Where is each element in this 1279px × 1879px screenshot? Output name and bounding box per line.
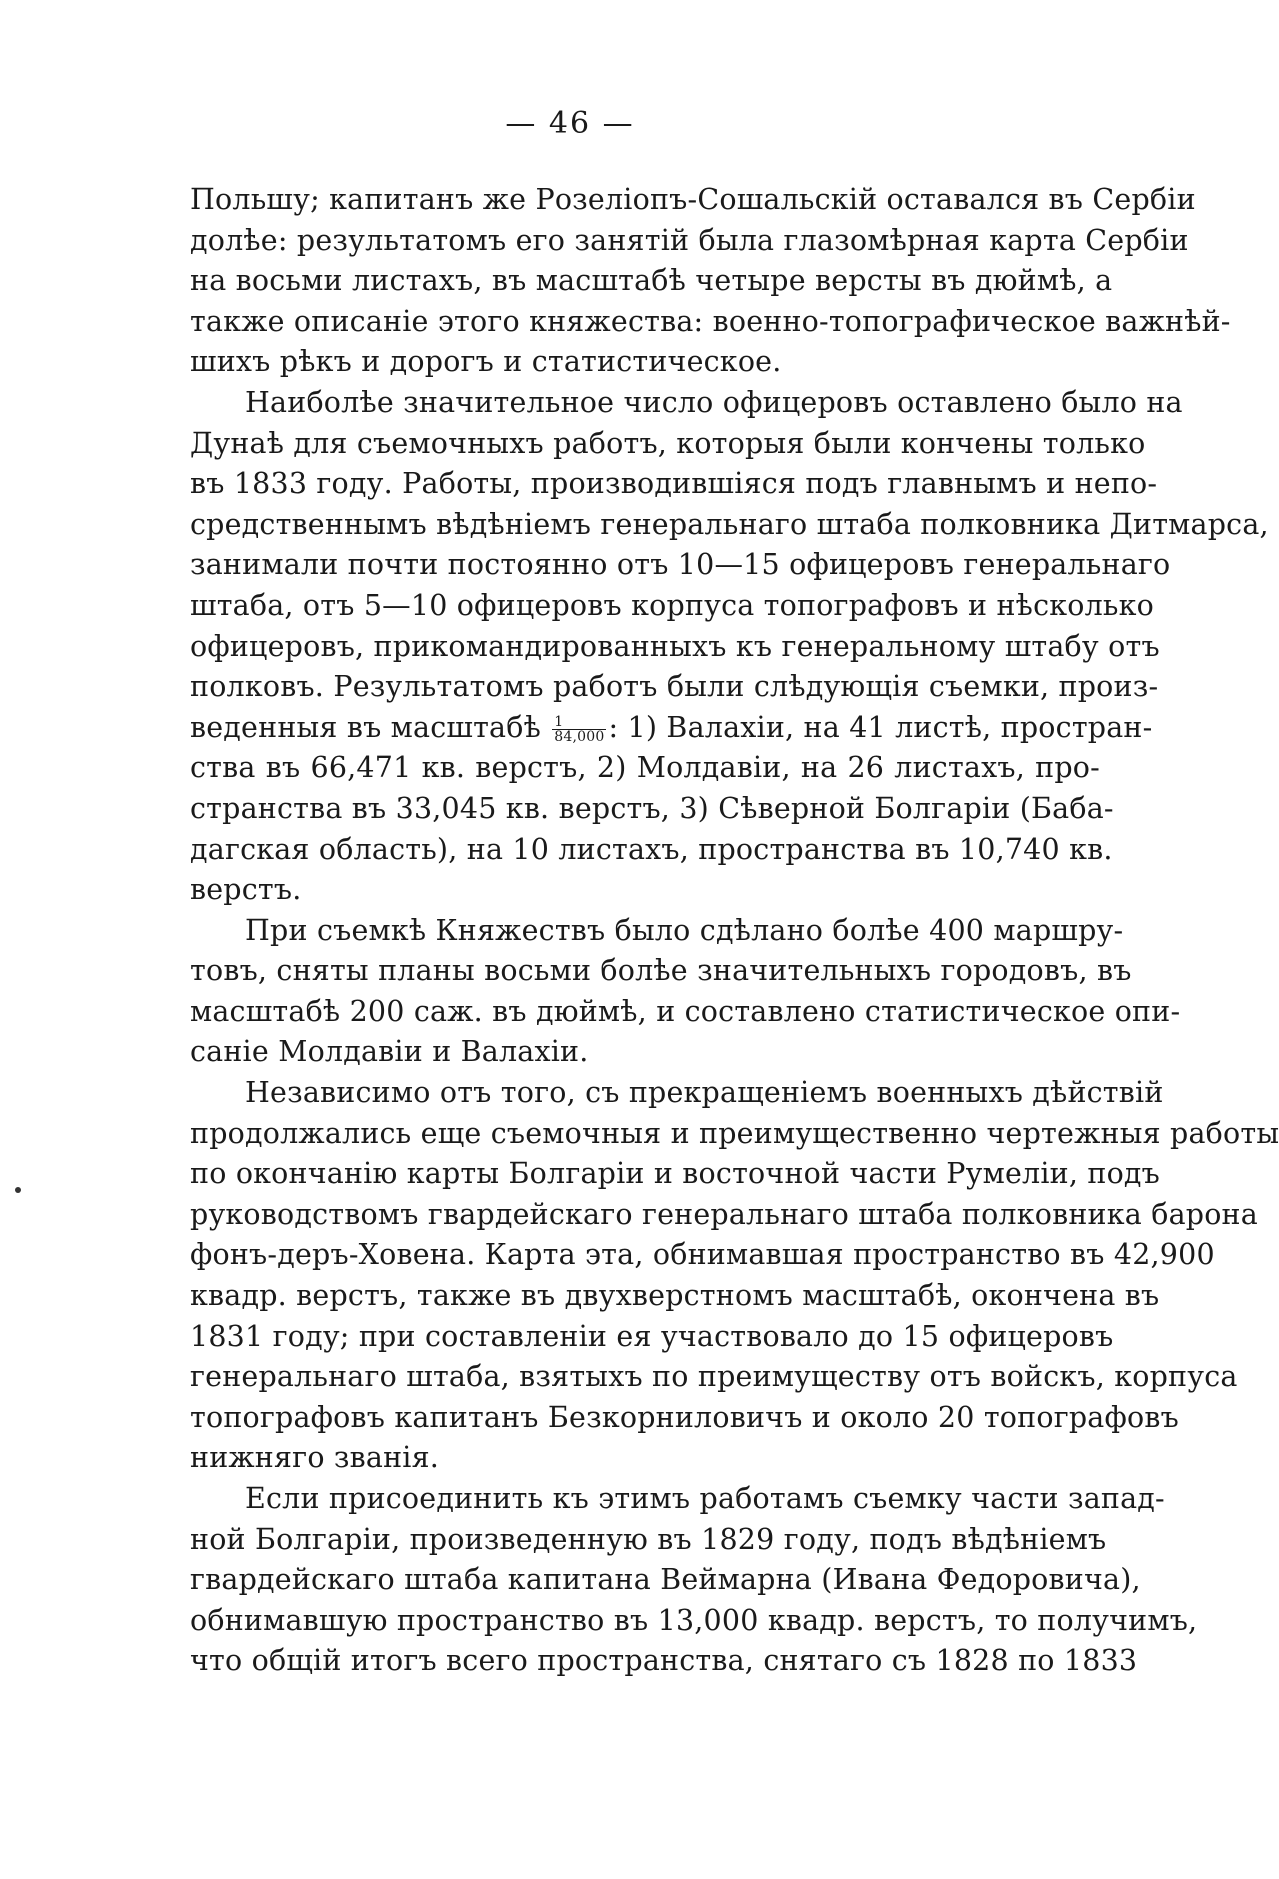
scale-fraction — [552, 715, 606, 744]
text-line: верстъ. — [190, 873, 302, 907]
text-line: долѣе: результатомъ его занятій была глазомѣрная карта Сербіи — [190, 223, 1189, 257]
text-line: также описаніе этого княжества: военно-топографическое важнѣй- — [190, 304, 1231, 338]
text-line: масштабѣ 200 саж. въ дюймѣ, и составлено статистическое опи- — [190, 994, 1181, 1028]
text-line: гвардейскаго штаба капитана Веймарна (Ивана Федоровича), — [190, 1563, 1141, 1597]
paragraph-4 — [190, 1073, 1279, 1479]
text-line: что общій итогъ всего пространства, снятаго съ 1828 по 1833 — [190, 1644, 1138, 1678]
text-line: генеральнаго штаба, взятыхъ по преимуществу отъ войскъ, корпуса — [190, 1360, 1238, 1394]
text-line: топографовъ капитанъ Безкорниловичъ и около 20 топографовъ — [190, 1400, 1179, 1434]
paragraph-3 — [190, 911, 1181, 1073]
body-text — [190, 180, 1279, 1682]
text-line: офицеровъ, прикомандированныхъ къ генеральному штабу отъ — [190, 629, 1160, 663]
text-line: квадр. верстъ, также въ двухверстномъ масштабѣ, окончена въ — [190, 1279, 1160, 1313]
fraction-line-after: : 1) Валахіи, на 41 листѣ, простран- — [608, 710, 1153, 744]
fraction-denominator: 84,000 — [554, 728, 605, 745]
text-line: по окончанію карты Болгаріи и восточной части Румеліи, подъ — [190, 1157, 1161, 1191]
text-line: занимали почти постоянно отъ 10—15 офицеровъ генеральнаго — [190, 548, 1171, 582]
fraction-numerator: 1 — [552, 715, 606, 730]
scan-speck — [15, 1187, 21, 1193]
page-number: — 46 — — [505, 106, 635, 141]
text-line: въ 1833 году. Работы, производившіяся подъ главнымъ и непо- — [190, 467, 1158, 501]
paragraph-5 — [190, 1479, 1198, 1682]
text-line-with-fraction — [190, 708, 1153, 749]
text-line: Если присоединить къ этимъ работамъ съемку части запад- — [245, 1482, 1165, 1515]
text-line: 1831 году; при составленіи ея участвовало до 15 офицеровъ — [190, 1319, 1114, 1353]
text-line: штаба, отъ 5—10 офицеровъ корпуса топографовъ и нѣсколько — [190, 588, 1154, 622]
text-line: товъ, сняты планы восьми болѣе значительныхъ городовъ, въ — [190, 954, 1132, 988]
text-line: При съемкѣ Княжествъ было сдѣлано болѣе 400 маршру- — [245, 913, 1124, 947]
paragraph-1 — [190, 180, 1231, 383]
text-line: полковъ. Результатомъ работъ были слѣдующія съемки, произ- — [190, 670, 1159, 704]
text-line: Независимо отъ того, съ прекращеніемъ военныхъ дѣйствій — [245, 1076, 1164, 1110]
paragraph-2 — [190, 383, 1269, 911]
text-line: средственнымъ вѣдѣніемъ генеральнаго штаба полковника Дитмарса, — [190, 507, 1269, 541]
text-line: на восьми листахъ, въ масштабѣ четыре версты въ дюймѣ, а — [190, 264, 1113, 298]
text-line: шихъ рѣкъ и дорогъ и статистическое. — [190, 345, 782, 379]
text-line: ства въ 66,471 кв. верстъ, 2) Молдавіи, на 26 листахъ, про- — [190, 751, 1100, 785]
text-line: Дунаѣ для съемочныхъ работъ, которыя были кончены только — [190, 426, 1146, 460]
text-line: дагская область), на 10 листахъ, пространства въ 10,740 кв. — [190, 832, 1113, 866]
text-line: Польшу; капитанъ же Розеліопъ-Сошальскій оставался въ Сербіи — [190, 183, 1196, 216]
text-line: обнимавшую пространство въ 13,000 квадр. верстъ, то получимъ, — [190, 1603, 1198, 1637]
text-line: саніе Молдавіи и Валахіи. — [190, 1035, 589, 1069]
fraction-line-before: веденныя въ масштабѣ — [190, 710, 541, 744]
text-line: руководствомъ гвардейскаго генеральнаго штаба полковника барона — [190, 1197, 1258, 1231]
text-line: продолжались еще съемочныя и преимущественно чертежныя работы — [190, 1116, 1279, 1150]
text-line: странства въ 33,045 кв. верстъ, 3) Сѣверной Болгаріи (Баба- — [190, 791, 1114, 825]
text-line: Наиболѣе значительное число офицеровъ оставлено было на — [245, 385, 1183, 419]
text-line: ной Болгаріи, произведенную въ 1829 году, подъ вѣдѣніемъ — [190, 1522, 1107, 1556]
text-line: фонъ-деръ-Ховена. Карта эта, обнимавшая пространство въ 42,900 — [190, 1238, 1215, 1272]
text-line: нижняго званія. — [190, 1441, 440, 1475]
